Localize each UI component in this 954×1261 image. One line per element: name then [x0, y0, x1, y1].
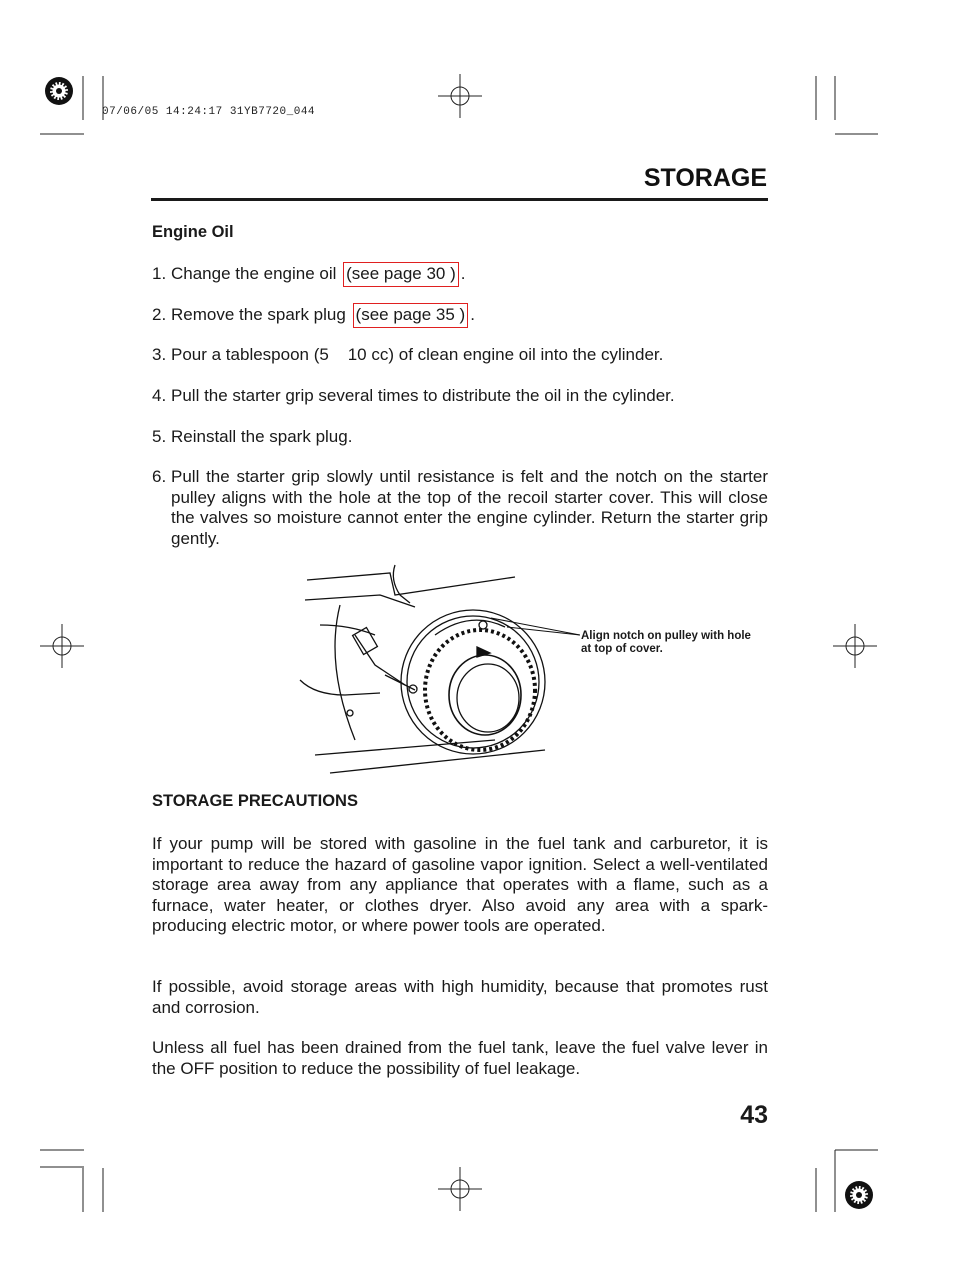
precautions-paragraph-2: If possible, avoid storage areas with high humidity, because that promotes rust and corrosion.	[152, 977, 768, 1017]
step-text: Pour a tablespoon (5 10 cc) of clean engine oil into the cylinder.	[171, 345, 664, 364]
step-number: 3.	[152, 345, 167, 364]
step-1	[152, 264, 768, 285]
step-number: 2.	[152, 305, 167, 324]
step-3	[152, 345, 768, 366]
step-5	[152, 427, 768, 448]
step-number: 4.	[152, 386, 167, 405]
step-2	[152, 305, 768, 326]
print-stamp: 07/06/05 14:24:17 31YB7720_044	[102, 106, 316, 118]
page-number: 43	[740, 1101, 768, 1129]
step-4	[152, 386, 768, 407]
title-rule	[151, 198, 768, 201]
step-text: Remove the spark plug	[171, 305, 351, 324]
illustration-callout: Align notch on pulley with hole at top of cover.	[581, 630, 751, 655]
precautions-paragraph-1: If your pump will be stored with gasoline in the fuel tank and carburetor, it is important to reduce the hazard of gasoline vapor ignition. Select a well-ventilated storage area away from any appliance that operates with a flame, such as a furnace, water heater, or clothes dryer. Also avoid any area with a spark-producing electric motor, or where power tools are operated.	[152, 834, 768, 935]
storage-precautions-heading: STORAGE PRECAUTIONS	[152, 792, 358, 810]
step-number: 6.	[152, 467, 167, 486]
step-text: Pull the starter grip several times to distribute the oil in the cylinder.	[171, 386, 675, 405]
step-punct: .	[470, 305, 475, 324]
step-text: Reinstall the spark plug.	[171, 427, 353, 446]
step-number: 1.	[152, 264, 167, 283]
see-page-35-link[interactable]: (see page 35 )	[353, 303, 469, 328]
step-punct: .	[460, 264, 466, 283]
recoil-starter-illustration	[295, 555, 580, 775]
step-text: Pull the starter grip slowly until resistance is felt and the notch on the starter pulley aligns with the hole at the top of the recoil starter cover. This will close the valves so moisture cannot enter the engine cylinder. Return the starter grip gently.	[171, 467, 768, 548]
engine-oil-heading: Engine Oil	[152, 223, 234, 241]
precautions-paragraph-3: Unless all fuel has been drained from the fuel tank, leave the fuel valve lever in the OFF position to reduce the possibility of fuel leakage.	[152, 1038, 768, 1078]
page-title: STORAGE	[643, 164, 767, 192]
see-page-30-link[interactable]: (see page 30 )	[343, 262, 459, 287]
step-text: Change the engine oil	[171, 264, 342, 283]
step-number: 5.	[152, 427, 167, 446]
step-6	[152, 467, 768, 549]
